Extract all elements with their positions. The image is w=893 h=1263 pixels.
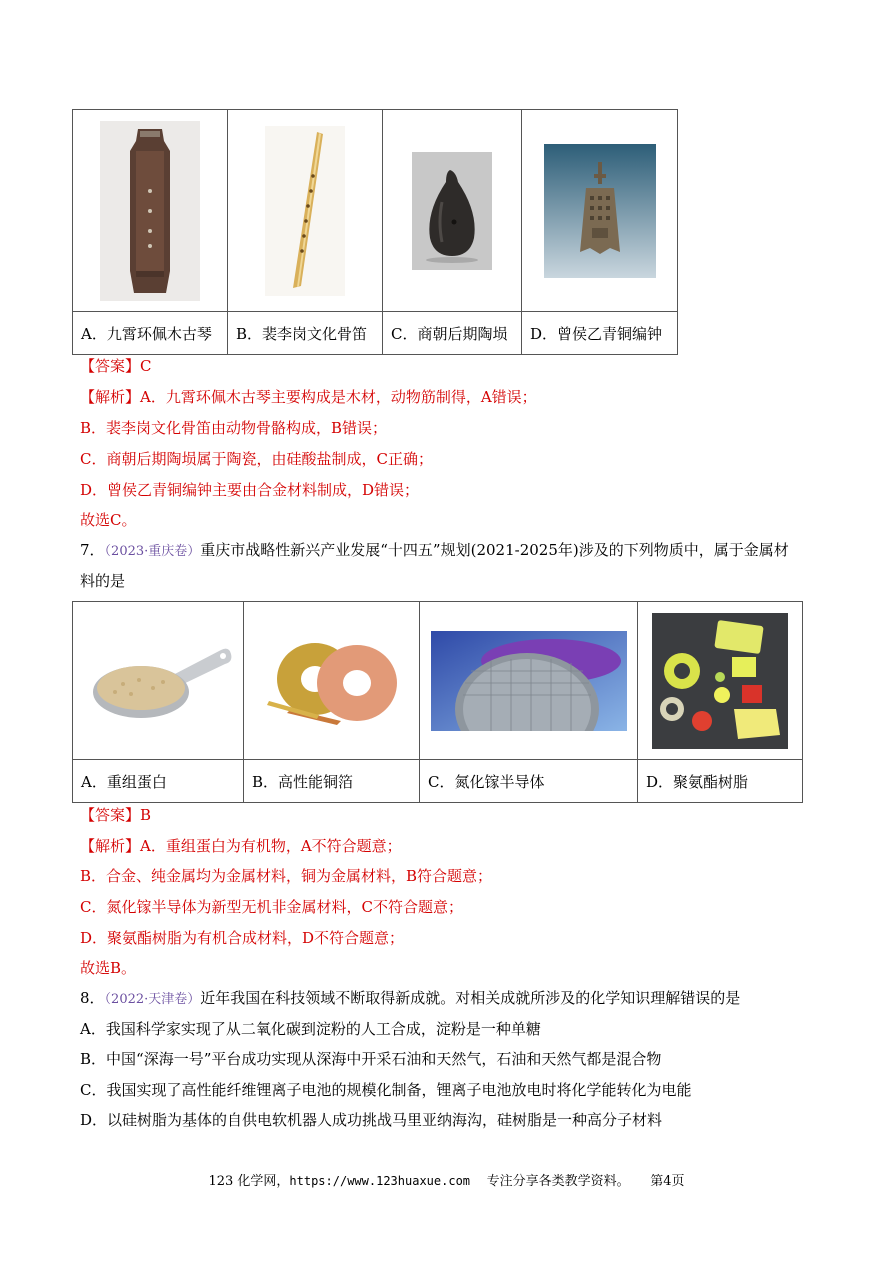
q7-option-c-label: C．氮化镓半导体 xyxy=(420,760,638,803)
q6-analysis-d: D．曾侯乙青铜编钟主要由合金材料制成，D错误； xyxy=(80,481,420,499)
q6-option-c-image-cell xyxy=(383,110,522,312)
q6-option-d-image-cell xyxy=(522,110,678,312)
q7-option-d-image-cell xyxy=(638,602,803,760)
q7-analysis-d: D．聚氨酯树脂为有机合成材料，D不符合题意； xyxy=(80,929,405,947)
footer-url[interactable]: https://www.123huaxue.com xyxy=(289,1174,471,1188)
q6-analysis-c: C．商朝后期陶埙属于陶瓷，由硅酸盐制成，C正确； xyxy=(80,450,433,468)
q7-answer-tag: 【答案】 xyxy=(80,806,141,824)
q7-option-b-label: B．高性能铜箔 xyxy=(244,760,420,803)
q7-stem-line-2: 料的是 xyxy=(80,572,126,590)
q7-analysis-b: B．合金、纯金属均为金属材料，铜为金属材料，B符合题意； xyxy=(80,867,493,885)
q6-analysis-line-1 xyxy=(80,387,537,407)
footer-slogan: 专注分享各类教学资料。 xyxy=(486,1174,630,1189)
q8-source: （2022·天津卷） xyxy=(104,992,201,1007)
q6-answer-tag: 【答案】 xyxy=(80,357,141,375)
guqin-image xyxy=(100,121,200,301)
q8-option-c: C．我国实现了高性能纤维锂离子电池的规模化制备，锂离子电池放电时将化学能转化为电能 xyxy=(80,1081,692,1099)
q6-conclusion: 故选C。 xyxy=(80,511,137,529)
q8-stem-line xyxy=(80,988,740,1010)
q7-stem: 重庆市战略性新兴产业发展“十四五”规划(2021-2025年)涉及的下列物质中，属于金属材 xyxy=(200,541,789,559)
q7-option-d-label: D．聚氨酯树脂 xyxy=(638,760,803,803)
polyurethane-parts-image xyxy=(652,613,788,749)
q6-analysis-b: B．裴李岗文化骨笛由动物骨骼构成，B错误； xyxy=(80,419,388,437)
q7-conclusion: 故选B。 xyxy=(80,959,137,977)
q6-answer xyxy=(80,356,152,376)
q7-option-a-image-cell xyxy=(73,602,244,760)
q7-answer-value: B xyxy=(140,806,152,824)
footer-page-number: 第4页 xyxy=(650,1174,685,1189)
page-footer xyxy=(0,1170,893,1189)
q7-analysis-c: C．氮化镓半导体为新型无机非金属材料，C不符合题意； xyxy=(80,898,463,916)
copper-foil-image xyxy=(257,633,407,729)
bronze-bell-image xyxy=(544,144,656,278)
protein-powder-image xyxy=(83,636,233,726)
q6-option-c-label: C．商朝后期陶埙 xyxy=(383,312,522,355)
q6-analysis-a: A．九霄环佩木古琴主要构成是木材，动物筋制得，A错误； xyxy=(140,388,537,406)
q7-analysis-tag: 【解析】 xyxy=(80,837,141,855)
q6-option-a-label: A．九霄环佩木古琴 xyxy=(73,312,228,355)
q8-option-b: B．中国“深海一号”平台成功实现从深海中开采石油和天然气，石油和天然气都是混合物 xyxy=(80,1050,662,1068)
q6-option-a-image-cell xyxy=(73,110,228,312)
q6-analysis-tag: 【解析】 xyxy=(80,388,141,406)
bone-flute-image xyxy=(265,126,345,296)
q7-analysis-a: A．重组蛋白为有机物，A不符合题意； xyxy=(140,837,402,855)
gan-wafer-image xyxy=(431,631,627,731)
q6-options-table xyxy=(72,109,678,355)
q7-options-table xyxy=(72,601,803,803)
q6-option-d-label: D．曾侯乙青铜编钟 xyxy=(522,312,678,355)
q8-stem: 近年我国在科技领域不断取得新成就。对相关成就所涉及的化学知识理解错误的是 xyxy=(200,989,741,1007)
q7-number: 7． xyxy=(80,541,105,559)
q8-option-d: D．以硅树脂为基体的自供电软机器人成功挑战马里亚纳海沟，硅树脂是一种高分子材料 xyxy=(80,1111,663,1129)
q6-option-b-label: B．裴李岗文化骨笛 xyxy=(228,312,383,355)
q6-option-b-image-cell xyxy=(228,110,383,312)
q7-option-b-image-cell xyxy=(244,602,420,760)
q7-answer xyxy=(80,805,151,825)
q6-answer-value: C xyxy=(140,357,152,375)
footer-site: 123 化学网， xyxy=(208,1174,290,1189)
q8-option-a: A．我国科学家实现了从二氧化碳到淀粉的人工合成，淀粉是一种单糖 xyxy=(80,1020,541,1038)
q7-analysis-line-1 xyxy=(80,836,402,856)
q7-option-a-label: A．重组蛋白 xyxy=(73,760,244,803)
pottery-xun-image xyxy=(412,152,492,270)
q7-source: （2023·重庆卷） xyxy=(104,544,201,559)
q7-option-c-image-cell xyxy=(420,602,638,760)
q8-number: 8． xyxy=(80,989,105,1007)
q7-stem-line-1 xyxy=(80,540,789,562)
